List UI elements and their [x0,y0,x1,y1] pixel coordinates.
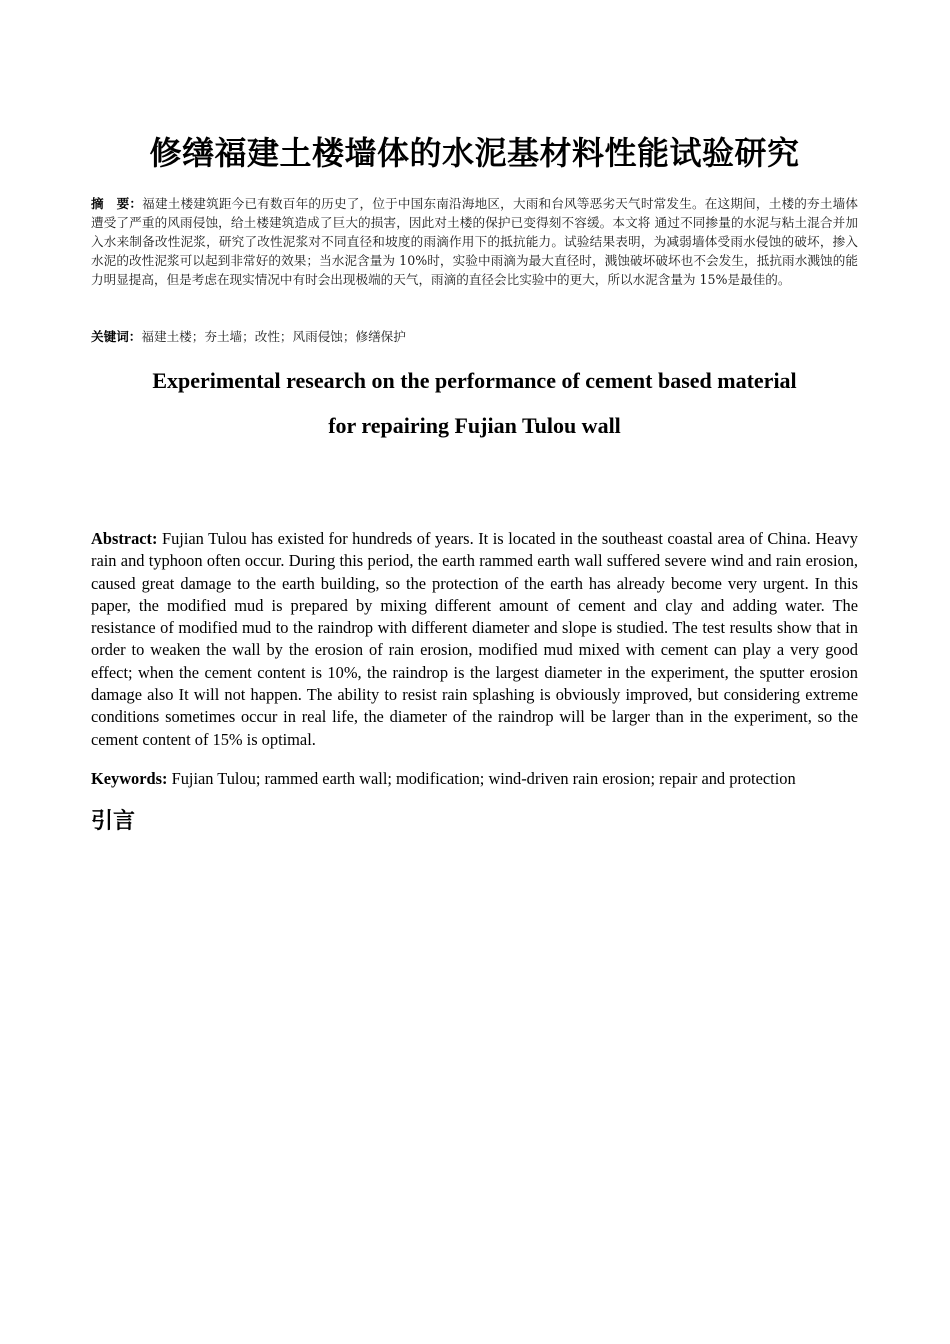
chinese-keywords-text: 福建土楼；夯土墙；改性；风雨侵蚀；修缮保护 [141,329,406,344]
english-keywords-text: Fujian Tulou; rammed earth wall; modification; wind-driven rain erosion; repair and protection [171,769,796,788]
chinese-abstract-label: 摘 要： [91,196,143,211]
english-title-line-1: Experimental research on the performance of cement based material [152,368,797,393]
english-abstract [91,528,858,751]
english-title-line-2: for repairing Fujian Tulou wall [328,413,621,438]
chinese-keywords-label: 关键词： [91,329,142,344]
chinese-abstract [91,194,858,289]
introduction-heading: 引言 [91,809,136,834]
english-abstract-label: Abstract: [91,529,158,548]
chinese-title: 修缮福建土楼墙体的水泥基材料性能试验研究 [149,134,800,172]
english-title [91,358,858,448]
english-keywords [91,768,858,790]
chinese-keywords [91,327,858,346]
english-keywords-label: Keywords: [91,769,168,788]
english-abstract-text: Fujian Tulou has existed for hundreds of years. It is located in the southeast coastal area of China. Heavy rain and typhoon often occur. During this period, the earth rammed earth wall suffered severe wind and rain erosion, caused great damage to the earth building, so the protection of the earth has already become very urgent. In this paper, the modified mud is prepared by mixing different amount of cement and clay and adding water. The resistance of modified mud to the raindrop with different diameter and slope is studied. The test results show that in order to weaken the wall by the erosion of rain erosion, modified mud mixed with cement can play a very good effect; when the cement content is 10%, the raindrop is the largest diameter in the experiment, the sputter erosion damage also It will not happen. The ability to resist rain splashing is obviously improved, but considering extreme conditions sometimes occur in real life, the diameter of the raindrop will be larger than in the experiment, so the cement content of 15% is optimal. [91,529,858,749]
chinese-abstract-text: 福建土楼建筑距今已有数百年的历史了，位于中国东南沿海地区，大雨和台风等恶劣天气时常发生。在这期间，土楼的夯土墙体遭受了严重的风雨侵蚀，给土楼建筑造成了巨大的损害，因此对土楼的保护已变得刻不容缓。本文将 通过不同掺量的水泥与粘土混合并加入水来制备改性泥浆，研究了改性泥浆对不同直径和坡度的雨滴作用下的抵抗能力。试验结果表明，为减弱墙体受雨水侵蚀的破坏，掺入水泥的改性泥浆可以起到非常好的效果；当水泥含量为 10%时，实验中雨滴为最大直径时，溅蚀破坏破坏也不会发生，抵抗雨水溅蚀的能力明显提高，但是考虑在现实情况中有时会出现极端的天气，雨滴的直径会比实验中的更大，所以水泥含量为 15%是最佳的。 [91,196,859,287]
